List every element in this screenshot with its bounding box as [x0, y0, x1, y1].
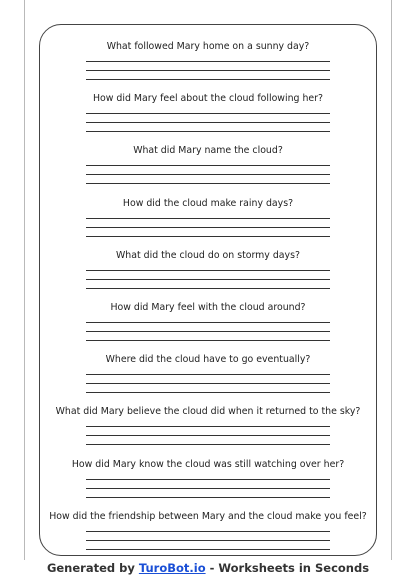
answer-line[interactable] — [86, 183, 330, 184]
answer-line[interactable] — [86, 374, 330, 375]
answer-line[interactable] — [86, 165, 330, 166]
question-text: What did Mary believe the cloud did when it returned to the sky? — [55, 406, 361, 418]
answer-line[interactable] — [86, 122, 330, 123]
answer-line[interactable] — [86, 531, 330, 532]
question-item — [0, 302, 416, 314]
answer-line[interactable] — [86, 288, 330, 289]
question-text: How did Mary feel with the cloud around? — [110, 302, 306, 313]
question-item — [0, 198, 416, 210]
answer-line[interactable] — [86, 435, 330, 436]
answer-line[interactable] — [86, 113, 330, 114]
question-item — [0, 354, 416, 366]
footer — [0, 560, 416, 576]
answer-line[interactable] — [86, 383, 330, 384]
question-item — [0, 93, 416, 105]
answer-line[interactable] — [86, 479, 330, 480]
answer-line[interactable] — [86, 131, 330, 132]
answer-line[interactable] — [86, 236, 330, 237]
answer-line[interactable] — [86, 218, 330, 219]
question-text: Where did the cloud have to go eventually? — [105, 354, 311, 366]
answer-line[interactable] — [86, 497, 330, 498]
question-item — [0, 459, 416, 471]
answer-line[interactable] — [86, 331, 330, 332]
question-text: How did Mary know the cloud was still watching over her? — [71, 458, 345, 470]
answer-line[interactable] — [86, 392, 330, 393]
question-text: How did Mary feel about the cloud following her? — [93, 93, 323, 105]
answer-line[interactable] — [86, 444, 330, 445]
answer-line[interactable] — [86, 322, 330, 323]
answer-line[interactable] — [86, 61, 330, 62]
question-item — [0, 145, 416, 157]
question-text: What did Mary name the cloud? — [133, 145, 283, 157]
question-item — [0, 41, 416, 53]
question-text: What followed Mary home on a sunny day? — [106, 41, 310, 52]
question-text: What did the cloud do on stormy days? — [116, 249, 300, 261]
answer-line[interactable] — [86, 488, 330, 489]
footer-brand-link[interactable]: TuroBot.io — [138, 561, 206, 575]
footer-suffix: - Worksheets in Seconds — [209, 561, 370, 575]
question-item — [0, 250, 416, 262]
question-item — [0, 511, 416, 523]
question-text: How did the friendship between Mary and the cloud make you feel? — [49, 510, 367, 522]
footer-prefix: Generated by — [46, 561, 135, 575]
answer-line[interactable] — [86, 79, 330, 80]
answer-line[interactable] — [86, 227, 330, 228]
answer-line[interactable] — [86, 279, 330, 280]
answer-line[interactable] — [86, 340, 330, 341]
answer-line[interactable] — [86, 174, 330, 175]
question-item — [0, 406, 416, 418]
answer-line[interactable] — [86, 426, 330, 427]
answer-line[interactable] — [86, 70, 330, 71]
answer-line[interactable] — [86, 270, 330, 271]
answer-line[interactable] — [86, 549, 330, 550]
question-text: How did the cloud make rainy days? — [122, 197, 294, 209]
answer-line[interactable] — [86, 540, 330, 541]
